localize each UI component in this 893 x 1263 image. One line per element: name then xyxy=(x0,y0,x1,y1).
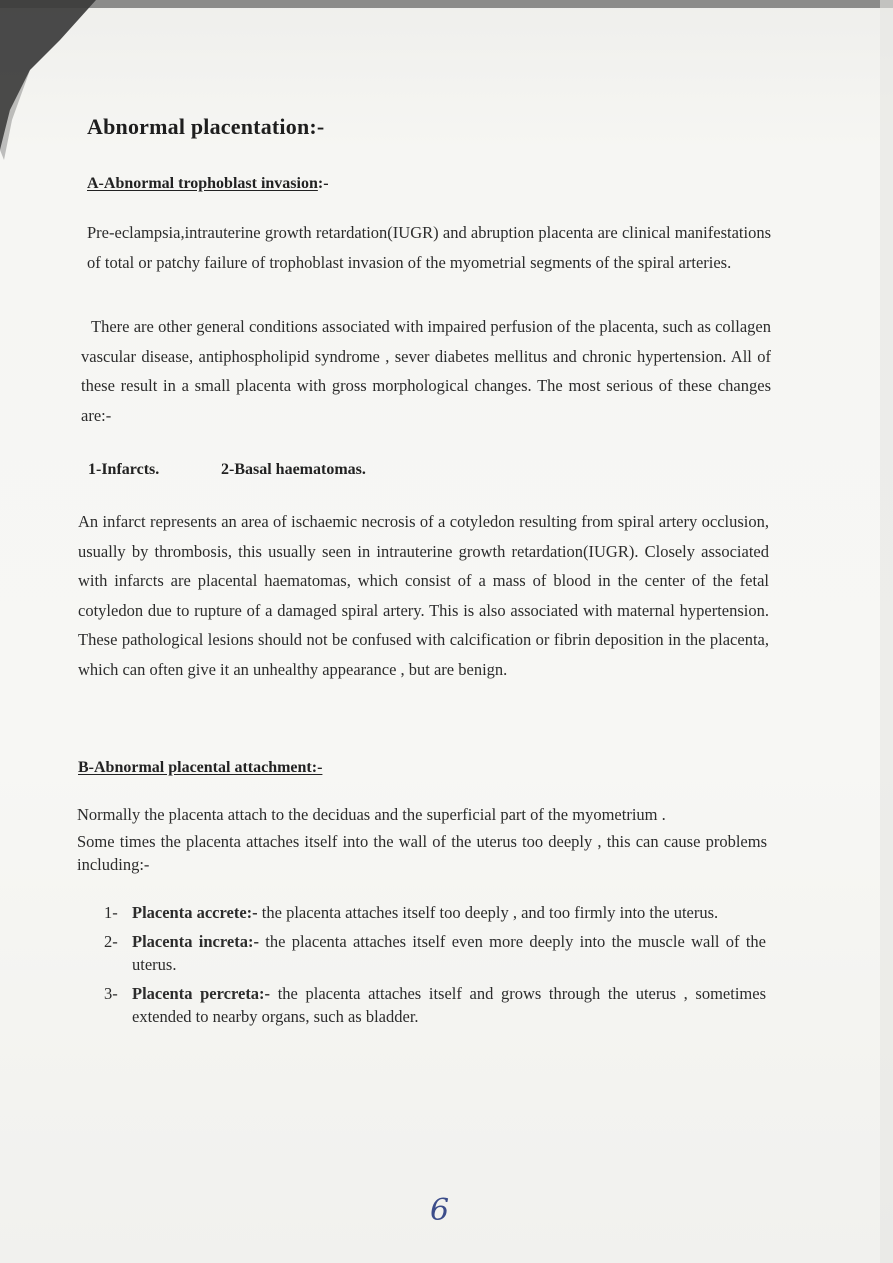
list-item xyxy=(104,930,766,976)
list-item-term: Placenta percreta:- xyxy=(132,984,271,1003)
change-infarcts: 1-Infarcts. xyxy=(88,461,160,478)
section-a-paragraph-1: Pre-eclampsia,intrauterine growth retardation(IUGR) and abruption placenta are clinical manifestations of total or patchy failure of trophoblast invasion of the myometrial segments of the spiral arteries. xyxy=(87,223,771,272)
page-number: 6 xyxy=(430,1193,450,1228)
change-basal-haematomas: 2-Basal haematomas. xyxy=(221,461,366,478)
list-item-term: Placenta increta:- xyxy=(132,932,259,951)
list-item xyxy=(104,982,766,1028)
list-item-number: 1- xyxy=(104,903,118,922)
section-b-heading-underlined: B-Abnormal placental attachment:- xyxy=(78,759,323,776)
section-a-heading-underlined: A-Abnormal trophoblast invasion xyxy=(87,175,318,192)
section-b-paragraph-line1: Normally the placenta attach to the deciduas and the superficial part of the myometrium . xyxy=(77,805,666,824)
list-item-term: Placenta accrete:- xyxy=(132,903,258,922)
list-item xyxy=(104,901,766,924)
section-a-paragraph-2: There are other general conditions associated with impaired perfusion of the placenta, such as collagen vascular disease, antiphospholipid syndrome , sever diabetes mellitus and chronic hypertension. All of these result in a small placenta with gross morphological changes. The most serious of these changes are:- xyxy=(81,317,771,425)
list-item-text: the placenta attaches itself and grows through the uterus , sometimes extended to nearby organs, such as bladder. xyxy=(132,984,766,1026)
list-item-number: 3- xyxy=(104,984,118,1003)
section-a-heading xyxy=(87,175,329,193)
section-b-heading xyxy=(78,759,322,777)
attachment-problems-list xyxy=(104,901,766,1034)
section-b-paragraph-line2: Some times the placenta attaches itself into the wall of the uterus too deeply , this can cause problems including:- xyxy=(77,832,767,874)
changes-list xyxy=(88,461,366,479)
list-item-text: the placenta attaches itself even more deeply into the muscle wall of the uterus. xyxy=(132,932,766,974)
list-item-number: 2- xyxy=(104,932,118,951)
section-a-heading-tail: :- xyxy=(317,175,329,192)
section-a-paragraph-3: An infarct represents an area of ischaemic necrosis of a cotyledon resulting from spiral artery occlusion, usually by thrombosis, this usually seen in intrauterine growth retardation(IUGR). Closely associated with infarcts are placental haematomas, which consist of a mass of blood in the center of the fetal cotyledon due to rupture of a damaged spiral artery. This is also associated with maternal hypertension. These pathological lesions should not be confused with calcification or fibrin deposition in the placenta, which can often give it an unhealthy appearance , but are benign. xyxy=(78,512,769,679)
list-item-text: the placenta attaches itself too deeply , and too firmly into the uterus. xyxy=(257,903,719,922)
page-title: Abnormal placentation:- xyxy=(87,114,325,139)
